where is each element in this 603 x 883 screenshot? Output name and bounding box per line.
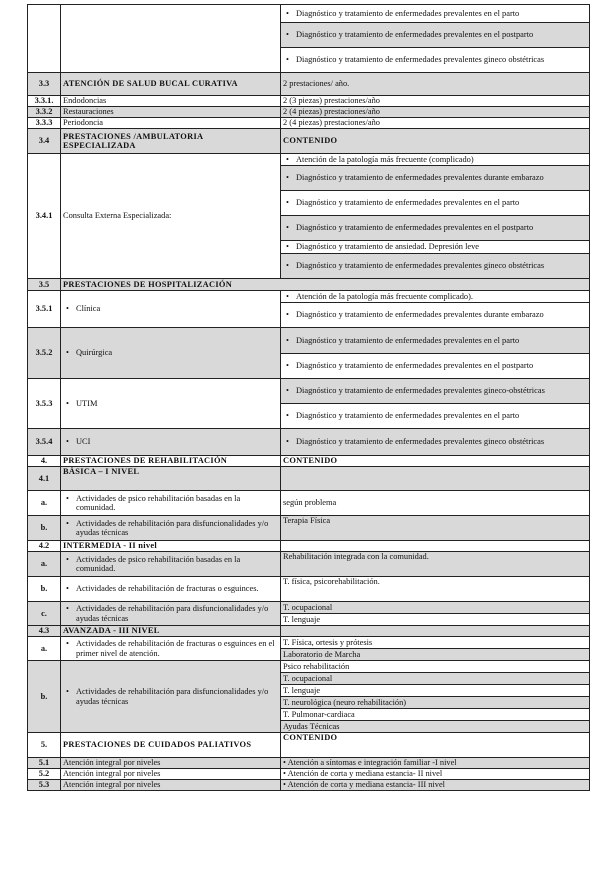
row-number: 3.5	[28, 279, 61, 291]
bullet-item: • Diagnóstico y tratamiento de ansiedad. Depresión leve	[283, 242, 587, 251]
table-row	[28, 279, 590, 291]
bullet-item: • Actividades de rehabilitación para disfuncionalidades y/o ayudas técnicas	[63, 687, 278, 706]
row-label-cell	[61, 379, 281, 429]
section-heading: INTERMEDIA - II nivel	[61, 541, 281, 552]
row-content: T. ocupacional	[281, 602, 590, 614]
table-row	[28, 107, 590, 118]
row-number: 3.4.1	[28, 154, 61, 279]
row-label-cell	[61, 328, 281, 379]
row-content: T. neurológica (neuro rehabilitación)	[281, 697, 590, 709]
bullet-cell	[281, 404, 590, 429]
bullet-cell	[281, 254, 590, 279]
row-number: b.	[28, 661, 61, 733]
row-content: Laboratorio de Marcha	[281, 649, 590, 661]
table-row	[28, 637, 590, 649]
row-label: Consulta Externa Especializada:	[61, 154, 281, 279]
bullet-item: • Diagnóstico y tratamiento de enfermedades prevalentes gineco obstétricas	[283, 55, 587, 64]
row-number: 3.3.2	[28, 107, 61, 118]
bullet-cell	[281, 303, 590, 328]
section-heading: BÁSICA – I NIVEL	[61, 467, 281, 491]
row-label-cell	[61, 577, 281, 602]
section-heading: AVANZADA - III NIVEL	[61, 626, 281, 637]
bullet-cell	[281, 5, 590, 23]
bullet-item: • Diagnóstico y tratamiento de enfermedades prevalentes en el parto	[283, 9, 587, 18]
row-label-cell	[61, 661, 281, 733]
table-row	[28, 780, 590, 791]
table-row	[28, 328, 590, 354]
row-number: 5.3	[28, 780, 61, 791]
row-number: 4.3	[28, 626, 61, 637]
row-number: 3.3.3	[28, 118, 61, 129]
bullet-cell	[281, 241, 590, 254]
row-number: b.	[28, 577, 61, 602]
row-number: a.	[28, 637, 61, 661]
table-row	[28, 379, 590, 404]
bullet-cell	[281, 216, 590, 241]
row-content: 2 (3 piezas) prestaciones/año	[281, 96, 590, 107]
table-row	[28, 73, 590, 96]
row-label: Restauraciones	[61, 107, 281, 118]
column-heading: CONTENIDO	[281, 129, 590, 154]
bullet-cell	[281, 354, 590, 379]
row-label	[61, 5, 281, 73]
bullet-item: • Actividades de psico rehabilitación basadas en la comunidad.	[63, 555, 278, 574]
row-content: • Atención de corta y mediana estancia- III nivel	[281, 780, 590, 791]
section-heading: PRESTACIONES DE HOSPITALIZACIÓN	[61, 279, 590, 291]
row-number: 3.3.1.	[28, 96, 61, 107]
bullet-item: • Actividades de rehabilitación de fracturas o esguinces.	[63, 584, 278, 593]
bullet-cell	[281, 191, 590, 216]
row-number: 4.2	[28, 541, 61, 552]
bullet-cell	[281, 379, 590, 404]
row-content	[281, 541, 590, 552]
row-label-cell	[61, 602, 281, 626]
bullet-cell	[281, 429, 590, 456]
row-number: 3.4	[28, 129, 61, 154]
table-row	[28, 467, 590, 491]
row-label: Atención integral por niveles	[61, 769, 281, 780]
table-row	[28, 491, 590, 516]
table-row	[28, 733, 590, 758]
bullet-item: • Diagnóstico y tratamiento de enfermedades prevalentes durante embarazo	[283, 173, 587, 182]
row-content: T. lenguaje	[281, 614, 590, 626]
row-label-cell	[61, 429, 281, 456]
bullet-item: • Diagnóstico y tratamiento de enfermedades prevalentes gineco-obstétricas	[283, 386, 587, 395]
table-row	[28, 5, 590, 23]
row-content: T. lenguaje	[281, 685, 590, 697]
row-number	[28, 5, 61, 73]
table-row	[28, 552, 590, 577]
table-row	[28, 291, 590, 303]
row-content	[281, 467, 590, 491]
bullet-item: • Actividades de psico rehabilitación basadas en la comunidad.	[63, 494, 278, 513]
row-content: T. Pulmonar-cardiaca	[281, 709, 590, 721]
row-label-cell	[61, 516, 281, 541]
bullet-item: • Diagnóstico y tratamiento de enfermedades prevalentes gineco obstétricas	[283, 437, 587, 446]
bullet-item: • Diagnóstico y tratamiento de enfermedades prevalentes en el postparto	[283, 361, 587, 370]
table-row	[28, 541, 590, 552]
row-content	[281, 626, 590, 637]
bullet-item: • UTIM	[63, 399, 278, 408]
row-number: 3.5.3	[28, 379, 61, 429]
row-content: T. física, psicorehabilitación.	[281, 577, 590, 602]
bullet-item: • Actividades de rehabilitación para disfuncionalidades y/o ayudas técnicas	[63, 519, 278, 538]
bullet-cell	[281, 328, 590, 354]
bullet-item: • Actividades de rehabilitación de fracturas o esguinces en el primer nivel de atención.	[63, 639, 278, 658]
bullet-item: • Atención de la patología más frecuente (complicado)	[283, 155, 587, 164]
row-label-cell	[61, 637, 281, 661]
bullet-item: • Clínica	[63, 304, 278, 313]
row-number: 5.2	[28, 769, 61, 780]
bullet-item: • Quirúrgica	[63, 348, 278, 357]
row-number: 3.5.1	[28, 291, 61, 328]
section-heading: PRESTACIONES DE REHABILITACIÓN	[61, 456, 281, 467]
bullet-cell	[281, 154, 590, 166]
row-content: 2 prestaciones/ año.	[281, 73, 590, 96]
row-number: a.	[28, 552, 61, 577]
bullet-item: • Diagnóstico y tratamiento de enfermedades prevalentes en el parto	[283, 411, 587, 420]
row-label: Atención integral por niveles	[61, 758, 281, 769]
table-row	[28, 602, 590, 614]
column-heading: CONTENIDO	[281, 733, 590, 758]
row-label-cell	[61, 491, 281, 516]
bullet-item: • Diagnóstico y tratamiento de enfermedades prevalentes en el postparto	[283, 223, 587, 232]
bullet-item: • Diagnóstico y tratamiento de enfermedades prevalentes gineco obstétricas	[283, 261, 587, 270]
row-number: c.	[28, 602, 61, 626]
table-row	[28, 758, 590, 769]
row-content: Ayudas Técnicas	[281, 721, 590, 733]
bullet-item: • Actividades de rehabilitación para disfuncionalidades y/o ayudas técnicas	[63, 604, 278, 623]
row-number: 5.1	[28, 758, 61, 769]
row-content: • Atención de corta y mediana estancia- II nivel	[281, 769, 590, 780]
table-row	[28, 118, 590, 129]
table-row	[28, 429, 590, 456]
row-content: 2 (4 piezas) prestaciones/año	[281, 107, 590, 118]
row-content: T. Física, ortesis y prótesis	[281, 637, 590, 649]
section-heading: PRESTACIONES /AMBULATORIA ESPECIALIZADA	[61, 129, 281, 154]
bullet-cell	[281, 23, 590, 48]
bullet-cell	[281, 166, 590, 191]
table-row	[28, 577, 590, 602]
bullet-item: • Atención de la patología más frecuente complicado).	[283, 292, 587, 301]
row-content: según problema	[281, 491, 590, 516]
table-row	[28, 769, 590, 780]
row-content: T. ocupacional	[281, 673, 590, 685]
table-row	[28, 456, 590, 467]
table-row	[28, 626, 590, 637]
section-heading: PRESTACIONES DE CUIDADOS PALIATIVOS	[61, 733, 281, 758]
bullet-cell	[281, 291, 590, 303]
row-content: Terapia Física	[281, 516, 590, 541]
row-content: • Atención a síntomas e integración familiar -I nivel	[281, 758, 590, 769]
column-heading: CONTENIDO	[281, 456, 590, 467]
bullet-item: • Diagnóstico y tratamiento de enfermedades prevalentes en el parto	[283, 336, 587, 345]
table-row	[28, 516, 590, 541]
table-row	[28, 96, 590, 107]
row-number: 3.3	[28, 73, 61, 96]
row-label: Endodoncias	[61, 96, 281, 107]
row-label: Periodoncia	[61, 118, 281, 129]
table-row	[28, 661, 590, 673]
row-label: Atención integral por niveles	[61, 780, 281, 791]
benefits-table	[27, 4, 590, 791]
section-heading: ATENCIÓN DE SALUD BUCAL CURATIVA	[61, 73, 281, 96]
bullet-cell	[281, 48, 590, 73]
row-content: Psico rehabilitación	[281, 661, 590, 673]
row-number: 4.1	[28, 467, 61, 491]
row-number: 3.5.2	[28, 328, 61, 379]
row-number: 3.5.4	[28, 429, 61, 456]
bullet-item: • UCI	[63, 437, 278, 446]
row-label-cell	[61, 552, 281, 577]
bullet-item: • Diagnóstico y tratamiento de enfermedades prevalentes en el postparto	[283, 30, 587, 39]
row-content: 2 (4 piezas) prestaciones/año	[281, 118, 590, 129]
bullet-item: • Diagnóstico y tratamiento de enfermedades prevalentes durante embarazo	[283, 310, 587, 319]
bullet-item: • Diagnóstico y tratamiento de enfermedades prevalentes en el parto	[283, 198, 587, 207]
table-row	[28, 154, 590, 166]
row-number: 4.	[28, 456, 61, 467]
row-label-cell	[61, 291, 281, 328]
row-number: b.	[28, 516, 61, 541]
table-row	[28, 129, 590, 154]
row-number: a.	[28, 491, 61, 516]
row-content: Rehabilitación integrada con la comunidad.	[281, 552, 590, 577]
row-number: 5.	[28, 733, 61, 758]
